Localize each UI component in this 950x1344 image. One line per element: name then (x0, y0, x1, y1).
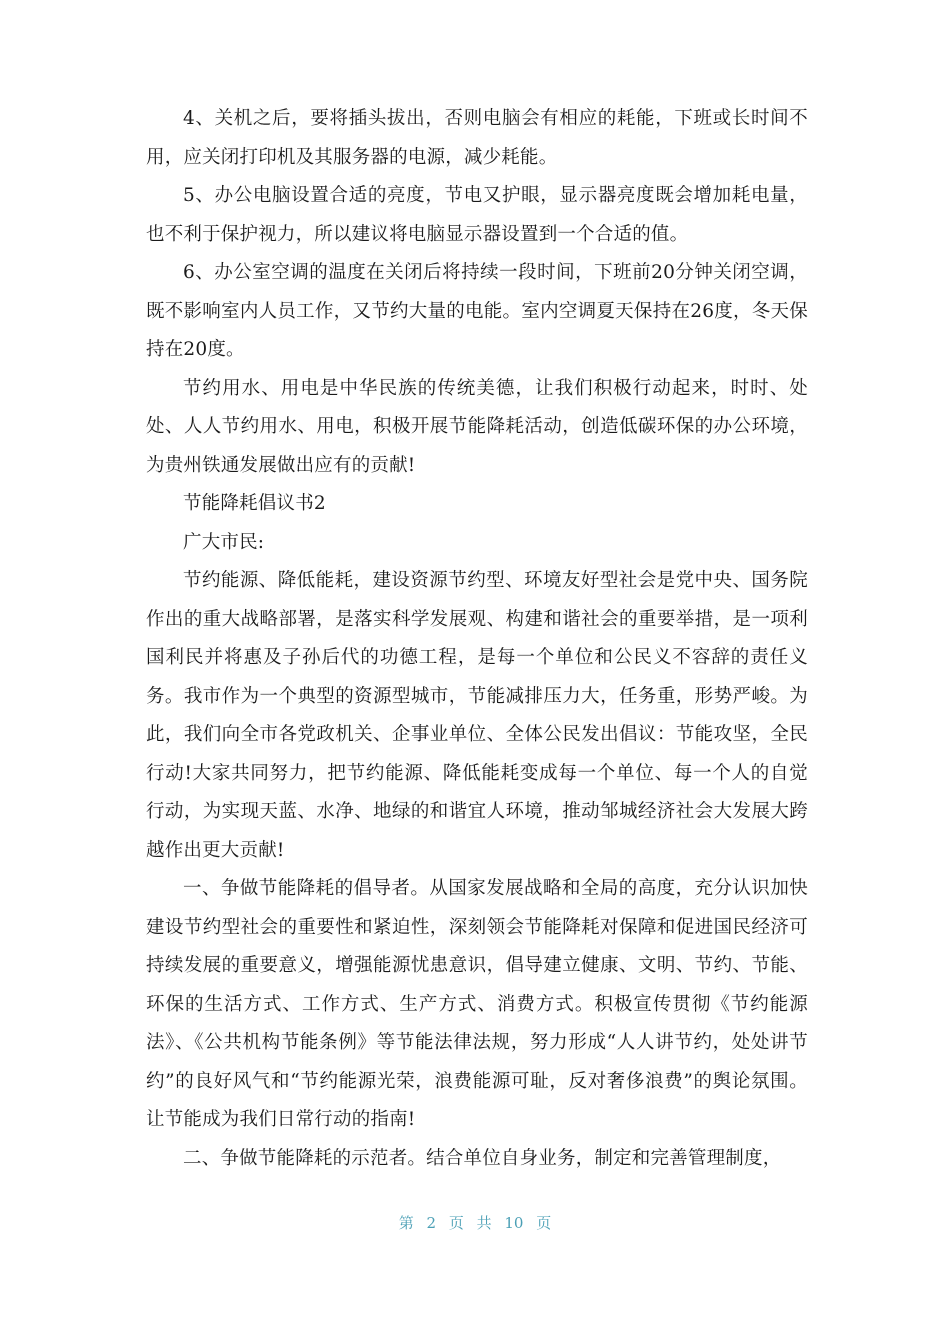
paragraph: 一、争做节能降耗的倡导者。从国家发展战略和全局的高度，充分认识加快建设节约型社会的重要性和紧迫性，深刻领会节能降耗对保障和促进国民经济可持续发展的重要意义，增强能源忧患意识，倡导建立健康、文明、节约、节能、环保的生活方式、工作方式、生产方式、消费方式。积极宣传贯彻《节约能源法》、《公共机构节能条例》等节能法律法规，努力形成“人人讲节约，处处讲节约”的良好风气和“节约能源光荣，浪费能源可耻，反对奢侈浪费”的舆论氛围。让节能成为我们日常行动的指南! (146, 878, 808, 1130)
page-number-footer: 第 2 页 共 10 页 (398, 1214, 552, 1232)
paragraph: 4、关机之后，要将插头拔出，否则电脑会有相应的耗能，下班或长时间不用，应关闭打印机及其服务器的电源，减少耗能。 (146, 108, 808, 168)
section-title: 节能降耗倡议书2 (183, 493, 326, 514)
paragraph: 6、办公室空调的温度在关闭后将持续一段时间，下班前20分钟关闭空调，既不影响室内人员工作，又节约大量的电能。室内空调夏天保持在26度，冬天保持在20度。 (146, 262, 808, 360)
paragraph: 节约用水、用电是中华民族的传统美德，让我们积极行动起来，时时、处处、人人节约用水、用电，积极开展节能降耗活动，创造低碳环保的办公环境，为贵州铁通发展做出应有的贡献! (146, 377, 808, 476)
paragraph: 二、争做节能降耗的示范者。结合单位自身业务，制定和完善管理制度， (183, 1147, 782, 1169)
paragraph: 5、办公电脑设置合适的亮度，节电又护眼，显示器亮度既会增加耗电量，也不利于保护视力，所以建议将电脑显示器设置到一个合适的值。 (146, 185, 808, 245)
paragraph: 节约能源、降低能耗，建设资源节约型、环境友好型社会是党中央、国务院作出的重大战略部署，是落实科学发展观、构建和谐社会的重要举措，是一项利国利民并将惠及子孙后代的功德工程，是每一个单位和公民义不容辞的责任义务。我市作为一个典型的资源型城市，节能减排压力大，任务重，形势严峻。为此，我们向全市各党政机关、企事业单位、全体公民发出倡议：节能攻坚，全民行动!大家共同努力，把节约能源、降低能耗变成每一个单位、每一个人的自觉行动，为实现天蓝、水净、地绿的和谐宜人环境，推动邹城经济社会大发展大跨越作出更大贡献! (146, 570, 808, 861)
document-body (146, 100, 808, 1178)
salutation: 广大市民: (183, 531, 265, 553)
